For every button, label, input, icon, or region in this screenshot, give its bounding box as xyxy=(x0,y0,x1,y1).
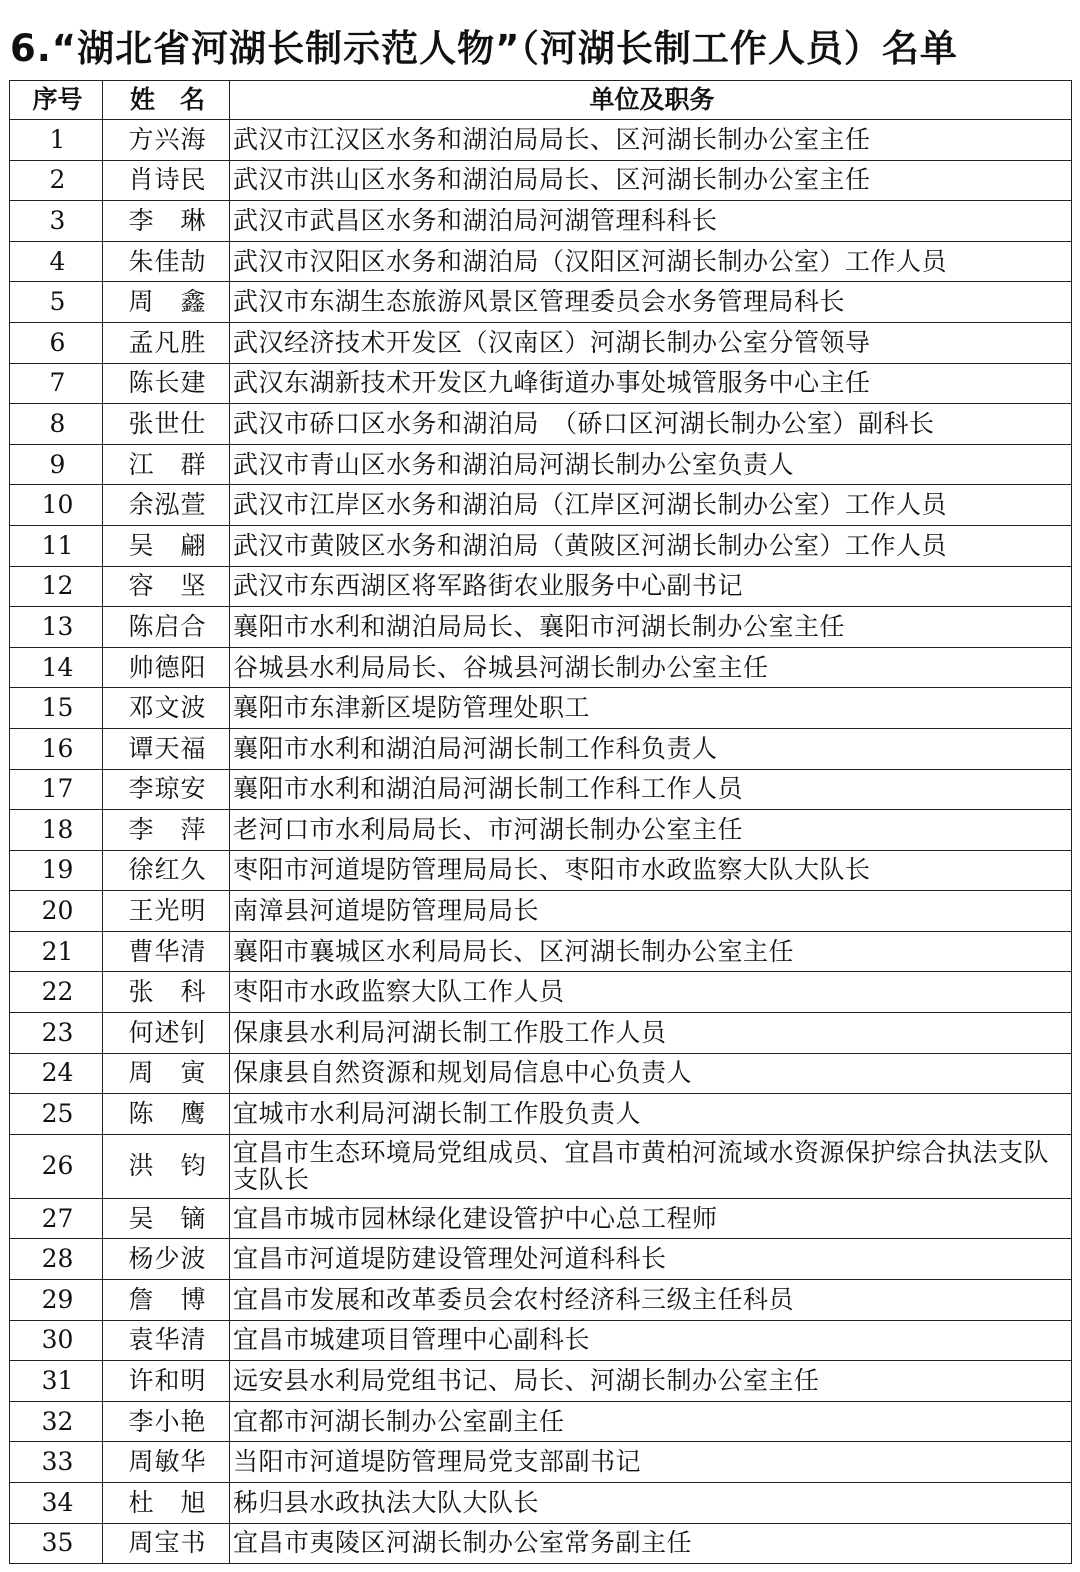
table-row xyxy=(10,120,1072,161)
row-position: 武汉市青山区水务和湖泊局河湖长制办公室负责人 xyxy=(230,444,1072,485)
row-name: 李琼安 xyxy=(103,769,230,810)
row-number: 2 xyxy=(10,160,103,201)
row-name: 李小艳 xyxy=(103,1401,230,1442)
row-name: 肖诗民 xyxy=(103,160,230,201)
row-name: 周宝书 xyxy=(103,1523,230,1564)
table-header xyxy=(10,81,1072,120)
table-row xyxy=(10,728,1072,769)
row-name: 谭天福 xyxy=(103,728,230,769)
header-name: 姓 名 xyxy=(103,81,230,120)
row-name: 张世仕 xyxy=(103,404,230,445)
row-number: 11 xyxy=(10,525,103,566)
table-row xyxy=(10,1053,1072,1094)
row-name: 张 科 xyxy=(103,972,230,1013)
row-number: 32 xyxy=(10,1401,103,1442)
row-number: 20 xyxy=(10,891,103,932)
row-position: 襄阳市水利和湖泊局局长、襄阳市河湖长制办公室主任 xyxy=(230,607,1072,648)
table-row xyxy=(10,972,1072,1013)
row-number: 6 xyxy=(10,322,103,363)
row-name: 陈长建 xyxy=(103,363,230,404)
row-name: 方兴海 xyxy=(103,120,230,161)
table-row xyxy=(10,1320,1072,1361)
row-name: 李 萍 xyxy=(103,810,230,851)
row-number: 4 xyxy=(10,241,103,282)
table-row xyxy=(10,444,1072,485)
row-number: 24 xyxy=(10,1053,103,1094)
row-number: 30 xyxy=(10,1320,103,1361)
row-number: 19 xyxy=(10,850,103,891)
table-row xyxy=(10,1361,1072,1402)
row-position: 武汉市洪山区水务和湖泊局局长、区河湖长制办公室主任 xyxy=(230,160,1072,201)
table-row xyxy=(10,1280,1072,1321)
row-number: 34 xyxy=(10,1483,103,1524)
row-position: 武汉市江岸区水务和湖泊局（江岸区河湖长制办公室）工作人员 xyxy=(230,485,1072,526)
table-row xyxy=(10,363,1072,404)
table-row xyxy=(10,607,1072,648)
row-position: 武汉经济技术开发区（汉南区）河湖长制办公室分管领导 xyxy=(230,322,1072,363)
row-position: 襄阳市襄城区水利局局长、区河湖长制办公室主任 xyxy=(230,931,1072,972)
row-number: 7 xyxy=(10,363,103,404)
row-name: 周 寅 xyxy=(103,1053,230,1094)
row-position: 保康县自然资源和规划局信息中心负责人 xyxy=(230,1053,1072,1094)
row-name: 吴 镝 xyxy=(103,1198,230,1239)
row-name: 王光明 xyxy=(103,891,230,932)
row-number: 33 xyxy=(10,1442,103,1483)
table-row xyxy=(10,566,1072,607)
row-number: 16 xyxy=(10,728,103,769)
row-number: 12 xyxy=(10,566,103,607)
row-number: 14 xyxy=(10,647,103,688)
table-row xyxy=(10,810,1072,851)
row-position: 谷城县水利局局长、谷城县河湖长制办公室主任 xyxy=(230,647,1072,688)
row-name: 许和明 xyxy=(103,1361,230,1402)
row-number: 8 xyxy=(10,404,103,445)
row-name: 陈启合 xyxy=(103,607,230,648)
row-position: 武汉市江汉区水务和湖泊局局长、区河湖长制办公室主任 xyxy=(230,120,1072,161)
row-name: 杜 旭 xyxy=(103,1483,230,1524)
table-body xyxy=(10,120,1072,1564)
row-number: 23 xyxy=(10,1013,103,1054)
row-position: 宜昌市生态环境局党组成员、宜昌市黄柏河流域水资源保护综合执法支队支队长 xyxy=(230,1134,1072,1198)
row-position: 宜昌市夷陵区河湖长制办公室常务副主任 xyxy=(230,1523,1072,1564)
row-number: 35 xyxy=(10,1523,103,1564)
table-row xyxy=(10,322,1072,363)
table-row xyxy=(10,282,1072,323)
table-row xyxy=(10,931,1072,972)
row-position: 南漳县河道堤防管理局局长 xyxy=(230,891,1072,932)
roster-table xyxy=(9,80,1072,1564)
row-name: 李 琳 xyxy=(103,201,230,242)
row-name: 徐红久 xyxy=(103,850,230,891)
table-row xyxy=(10,1094,1072,1135)
row-position: 远安县水利局党组书记、局长、河湖长制办公室主任 xyxy=(230,1361,1072,1402)
row-position: 武汉市黄陂区水务和湖泊局（黄陂区河湖长制办公室）工作人员 xyxy=(230,525,1072,566)
row-position: 武汉市东西湖区将军路街农业服务中心副书记 xyxy=(230,566,1072,607)
row-position: 武汉市汉阳区水务和湖泊局（汉阳区河湖长制办公室）工作人员 xyxy=(230,241,1072,282)
table-row xyxy=(10,1442,1072,1483)
table-row xyxy=(10,647,1072,688)
table-row xyxy=(10,160,1072,201)
row-position: 宜昌市发展和改革委员会农村经济科三级主任科员 xyxy=(230,1280,1072,1321)
row-position: 襄阳市水利和湖泊局河湖长制工作科负责人 xyxy=(230,728,1072,769)
table-row xyxy=(10,1198,1072,1239)
row-name: 孟凡胜 xyxy=(103,322,230,363)
table-row xyxy=(10,850,1072,891)
row-name: 吴 翩 xyxy=(103,525,230,566)
row-position: 保康县水利局河湖长制工作股工作人员 xyxy=(230,1013,1072,1054)
table-row xyxy=(10,891,1072,932)
row-position: 武汉市武昌区水务和湖泊局河湖管理科科长 xyxy=(230,201,1072,242)
row-name: 江 群 xyxy=(103,444,230,485)
row-number: 10 xyxy=(10,485,103,526)
row-name: 帅德阳 xyxy=(103,647,230,688)
table-row xyxy=(10,1134,1072,1198)
document-title: 6.“湖北省河湖长制示范人物”（河湖长制工作人员）名单 xyxy=(10,27,958,70)
row-position: 武汉东湖新技术开发区九峰街道办事处城管服务中心主任 xyxy=(230,363,1072,404)
row-name: 洪 钧 xyxy=(103,1134,230,1198)
header-row xyxy=(10,81,1072,120)
table-row xyxy=(10,404,1072,445)
row-position: 宜昌市河道堤防建设管理处河道科科长 xyxy=(230,1239,1072,1280)
table-row xyxy=(10,1239,1072,1280)
row-name: 邓文波 xyxy=(103,688,230,729)
table-row xyxy=(10,1013,1072,1054)
row-name: 何述钊 xyxy=(103,1013,230,1054)
row-position: 枣阳市河道堤防管理局局长、枣阳市水政监察大队大队长 xyxy=(230,850,1072,891)
header-position: 单位及职务 xyxy=(230,81,1072,120)
row-position: 枣阳市水政监察大队工作人员 xyxy=(230,972,1072,1013)
row-name: 朱佳劼 xyxy=(103,241,230,282)
row-position: 老河口市水利局局长、市河湖长制办公室主任 xyxy=(230,810,1072,851)
header-num: 序号 xyxy=(10,81,103,120)
row-number: 17 xyxy=(10,769,103,810)
table-row xyxy=(10,769,1072,810)
row-name: 詹 博 xyxy=(103,1280,230,1321)
row-number: 25 xyxy=(10,1094,103,1135)
row-position: 宜昌市城市园林绿化建设管护中心总工程师 xyxy=(230,1198,1072,1239)
row-position: 武汉市东湖生态旅游风景区管理委员会水务管理局科长 xyxy=(230,282,1072,323)
row-name: 容 坚 xyxy=(103,566,230,607)
row-name: 杨少波 xyxy=(103,1239,230,1280)
row-position: 宜城市水利局河湖长制工作股负责人 xyxy=(230,1094,1072,1135)
row-number: 21 xyxy=(10,931,103,972)
row-number: 5 xyxy=(10,282,103,323)
row-number: 27 xyxy=(10,1198,103,1239)
row-name: 周 鑫 xyxy=(103,282,230,323)
row-number: 15 xyxy=(10,688,103,729)
table-row xyxy=(10,525,1072,566)
row-number: 22 xyxy=(10,972,103,1013)
row-number: 26 xyxy=(10,1134,103,1198)
table-row xyxy=(10,201,1072,242)
table-row xyxy=(10,688,1072,729)
row-number: 31 xyxy=(10,1361,103,1402)
row-number: 28 xyxy=(10,1239,103,1280)
row-position: 襄阳市水利和湖泊局河湖长制工作科工作人员 xyxy=(230,769,1072,810)
row-number: 18 xyxy=(10,810,103,851)
row-position: 襄阳市东津新区堤防管理处职工 xyxy=(230,688,1072,729)
row-number: 29 xyxy=(10,1280,103,1321)
row-number: 3 xyxy=(10,201,103,242)
row-position: 武汉市硚口区水务和湖泊局 （硚口区河湖长制办公室）副科长 xyxy=(230,404,1072,445)
table-row xyxy=(10,485,1072,526)
table-row xyxy=(10,1523,1072,1564)
row-position: 秭归县水政执法大队大队长 xyxy=(230,1483,1072,1524)
row-name: 周敏华 xyxy=(103,1442,230,1483)
table-row xyxy=(10,1401,1072,1442)
row-position: 当阳市河道堤防管理局党支部副书记 xyxy=(230,1442,1072,1483)
row-position: 宜都市河湖长制办公室副主任 xyxy=(230,1401,1072,1442)
row-name: 余泓萱 xyxy=(103,485,230,526)
row-number: 9 xyxy=(10,444,103,485)
row-name: 曹华清 xyxy=(103,931,230,972)
row-name: 陈 鹰 xyxy=(103,1094,230,1135)
row-name: 袁华清 xyxy=(103,1320,230,1361)
table-row xyxy=(10,241,1072,282)
row-number: 1 xyxy=(10,120,103,161)
row-number: 13 xyxy=(10,607,103,648)
row-position: 宜昌市城建项目管理中心副科长 xyxy=(230,1320,1072,1361)
table-row xyxy=(10,1483,1072,1524)
